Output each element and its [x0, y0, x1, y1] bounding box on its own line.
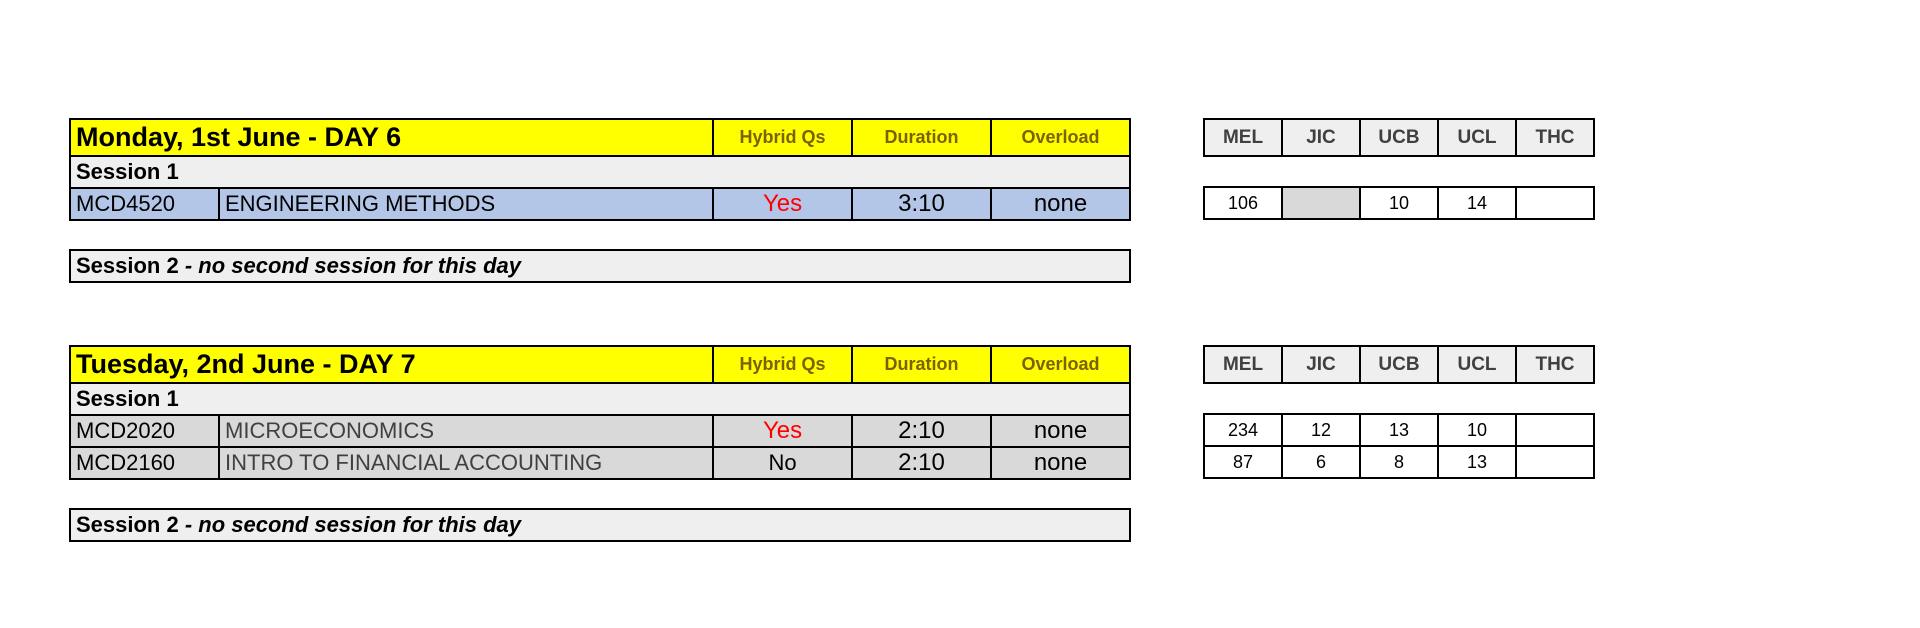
campus-header-ucl: UCL: [1438, 119, 1516, 156]
campus-ucl: 14: [1438, 187, 1516, 219]
day7-campus-values: [1203, 413, 1595, 479]
table-row: [70, 447, 1130, 479]
campus-header-ucl: UCL: [1438, 346, 1516, 383]
campus-thc: [1516, 414, 1594, 446]
day-title: Tuesday, 2nd June - DAY 7: [70, 346, 713, 383]
table-row: [70, 415, 1130, 447]
day7-campus-header: [1203, 345, 1595, 384]
day-header-row: [70, 119, 1130, 156]
session2-label: Session 2: [76, 253, 179, 278]
unit-code: MCD4520: [70, 188, 219, 220]
session1-label: Session 1: [70, 383, 1130, 415]
overload-value: none: [991, 415, 1130, 447]
hybrid-qs-header: Hybrid Qs: [713, 119, 852, 156]
campus-row: [1204, 446, 1594, 478]
unit-name: MICROECONOMICS: [219, 415, 713, 447]
campus-ucl: 10: [1438, 414, 1516, 446]
campus-thc: [1516, 446, 1594, 478]
campus-header-mel: MEL: [1204, 119, 1282, 156]
session2-note: - no second session for this day: [178, 512, 522, 537]
session2-note: - no second session for this day: [178, 253, 522, 278]
day6-campus-header: [1203, 118, 1595, 157]
day6-campus-values: [1203, 186, 1595, 220]
campus-mel: 234: [1204, 414, 1282, 446]
campus-header-thc: THC: [1516, 119, 1594, 156]
overload-header: Overload: [991, 119, 1130, 156]
session2-cell: [70, 250, 1130, 282]
day7-timetable: [69, 345, 1131, 480]
hybrid-value: No: [713, 447, 852, 479]
campus-row: [1204, 187, 1594, 219]
hybrid-value: Yes: [713, 188, 852, 220]
session2-cell: [70, 509, 1130, 541]
session1-row: [70, 156, 1130, 188]
session2-label: Session 2: [76, 512, 179, 537]
day-title: Monday, 1st June - DAY 6: [70, 119, 713, 156]
campus-ucb: 8: [1360, 446, 1438, 478]
unit-code: MCD2160: [70, 447, 219, 479]
day6-session2: [69, 249, 1131, 283]
campus-header-ucb: UCB: [1360, 119, 1438, 156]
unit-name: INTRO TO FINANCIAL ACCOUNTING: [219, 447, 713, 479]
campus-header-ucb: UCB: [1360, 346, 1438, 383]
campus-jic: 6: [1282, 446, 1360, 478]
campus-ucl: 13: [1438, 446, 1516, 478]
campus-header-jic: JIC: [1282, 119, 1360, 156]
overload-value: none: [991, 188, 1130, 220]
campus-mel: 106: [1204, 187, 1282, 219]
day-header-row: [70, 346, 1130, 383]
session1-row: [70, 383, 1130, 415]
campus-ucb: 10: [1360, 187, 1438, 219]
duration-value: 3:10: [852, 188, 991, 220]
duration-value: 2:10: [852, 415, 991, 447]
campus-header-mel: MEL: [1204, 346, 1282, 383]
duration-header: Duration: [852, 346, 991, 383]
unit-code: MCD2020: [70, 415, 219, 447]
campus-jic: 12: [1282, 414, 1360, 446]
overload-header: Overload: [991, 346, 1130, 383]
campus-mel: 87: [1204, 446, 1282, 478]
day6-timetable: [69, 118, 1131, 221]
hybrid-qs-header: Hybrid Qs: [713, 346, 852, 383]
campus-header-thc: THC: [1516, 346, 1594, 383]
hybrid-value: Yes: [713, 415, 852, 447]
campus-jic: [1282, 187, 1360, 219]
duration-header: Duration: [852, 119, 991, 156]
campus-row: [1204, 414, 1594, 446]
overload-value: none: [991, 447, 1130, 479]
unit-name: ENGINEERING METHODS: [219, 188, 713, 220]
campus-ucb: 13: [1360, 414, 1438, 446]
day7-session2: [69, 508, 1131, 542]
duration-value: 2:10: [852, 447, 991, 479]
campus-thc: [1516, 187, 1594, 219]
campus-header-jic: JIC: [1282, 346, 1360, 383]
session1-label: Session 1: [70, 156, 1130, 188]
table-row: [70, 188, 1130, 220]
